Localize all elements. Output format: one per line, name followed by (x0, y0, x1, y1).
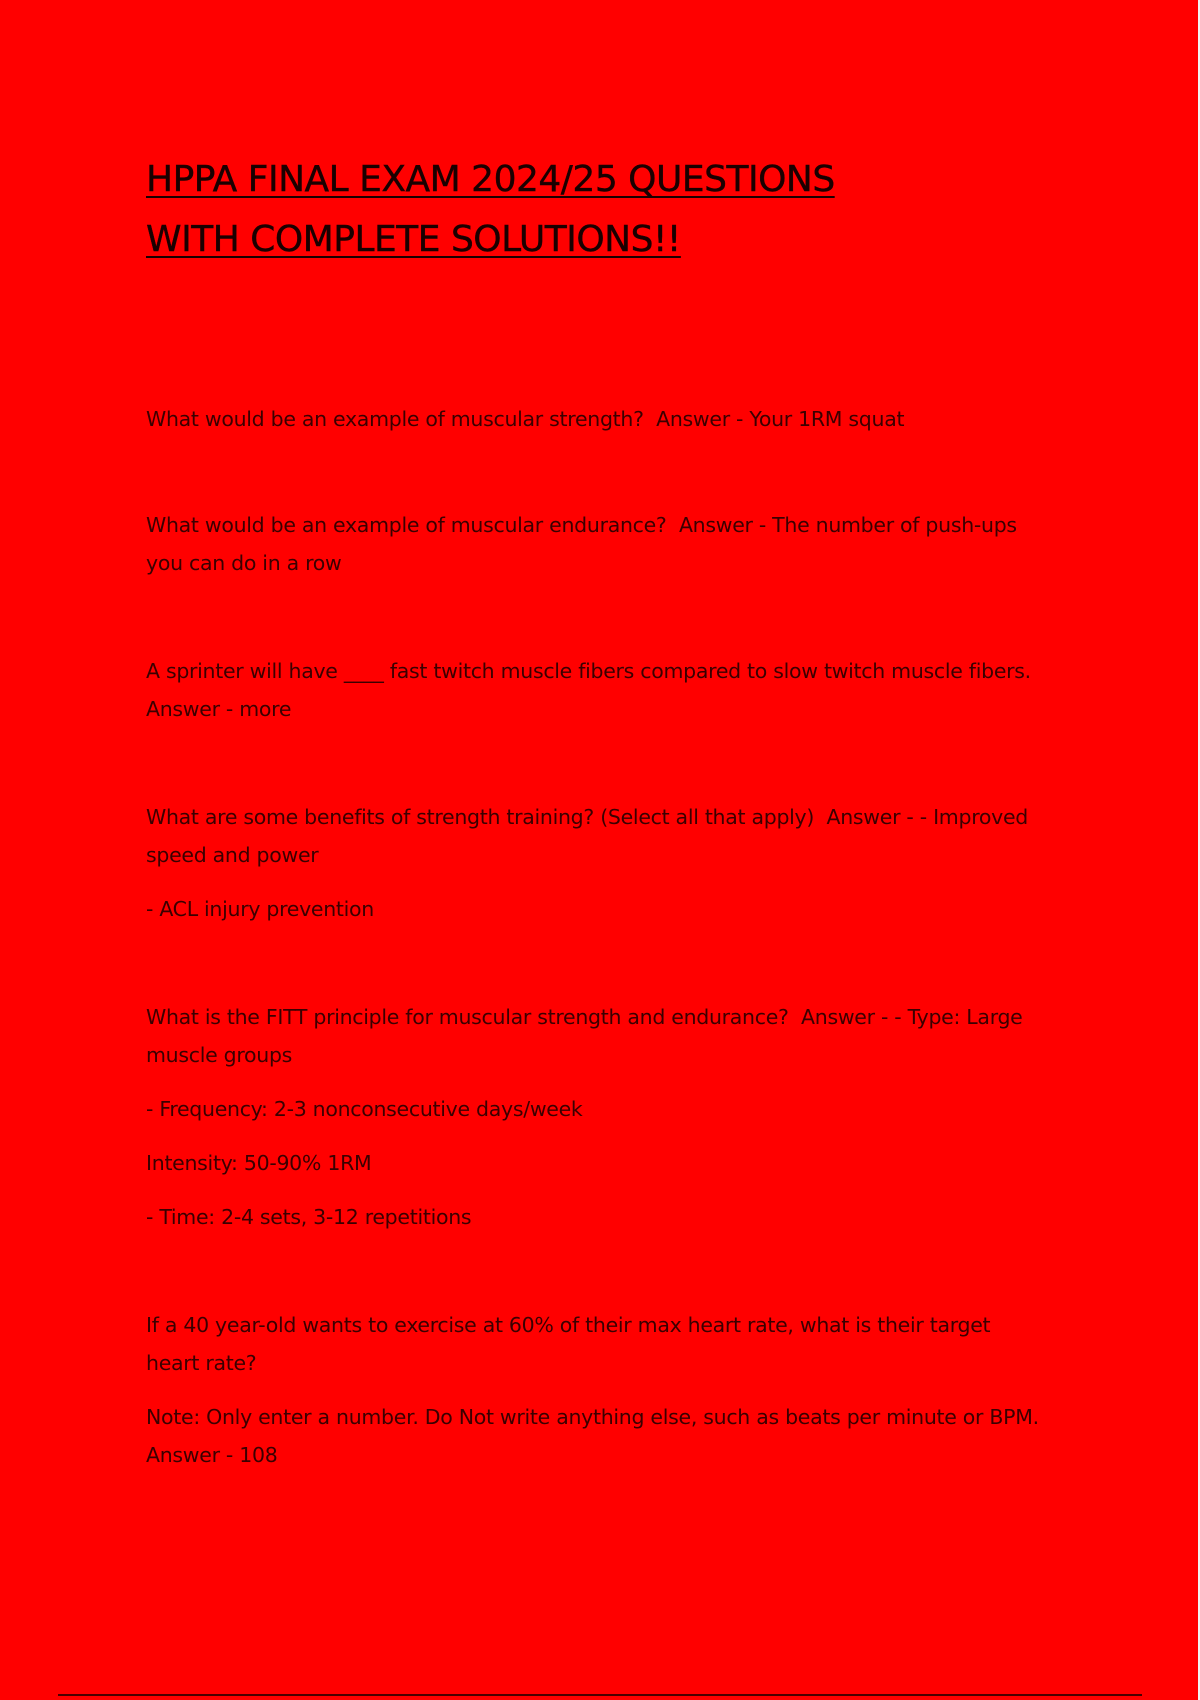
question-answer-5 (146, 998, 1046, 1236)
footer-divider (58, 1694, 1142, 1696)
title-line-2: WITH COMPLETE SOLUTIONS!! (146, 219, 681, 260)
question-list (146, 400, 1052, 1474)
question-2-text: What would be an example of muscular endurance? Answer - The number of push-ups you can do in a row (146, 513, 1024, 575)
document-content (146, 150, 1052, 1544)
question-6-text: If a 40 year-old wants to exercise at 60% of their max heart rate, what is their target heart rate? (146, 1313, 997, 1375)
question-answer-2 (146, 506, 1046, 582)
question-1-text: What would be an example of muscular strength? Answer - Your 1RM squat (146, 407, 905, 431)
question-3-text: A sprinter will have ____ fast twitch muscle fibers compared to slow twitch muscle fibers. Answer - more (146, 659, 1044, 721)
answer-6-note: Note: Only enter a number. Do Not write anything else, such as beats per minute or BPM. Answer - 108 (146, 1405, 1052, 1467)
answer-5-line-2: - Frequency: 2-3 nonconsecutive days/week (146, 1097, 583, 1121)
question-5-text: What is the FITT principle for muscular strength and endurance? Answer - - Type: Large muscle groups (146, 1005, 1029, 1067)
question-4-text: What are some benefits of strength training? (Select all that apply) Answer - - Improved speed and power (146, 805, 1035, 867)
answer-5-line-3: Intensity: 50-90% 1RM (146, 1151, 372, 1175)
question-answer-4 (146, 798, 1046, 928)
question-answer-1 (146, 400, 1046, 438)
title-line-1: HPPA FINAL EXAM 2024/25 QUESTIONS (146, 159, 835, 200)
answer-4-line-2: - ACL injury prevention (146, 897, 374, 921)
question-answer-6 (146, 1306, 1052, 1474)
question-answer-3 (146, 652, 1046, 728)
answer-5-line-4: - Time: 2-4 sets, 3-12 repetitions (146, 1205, 472, 1229)
document-title (146, 150, 1046, 270)
